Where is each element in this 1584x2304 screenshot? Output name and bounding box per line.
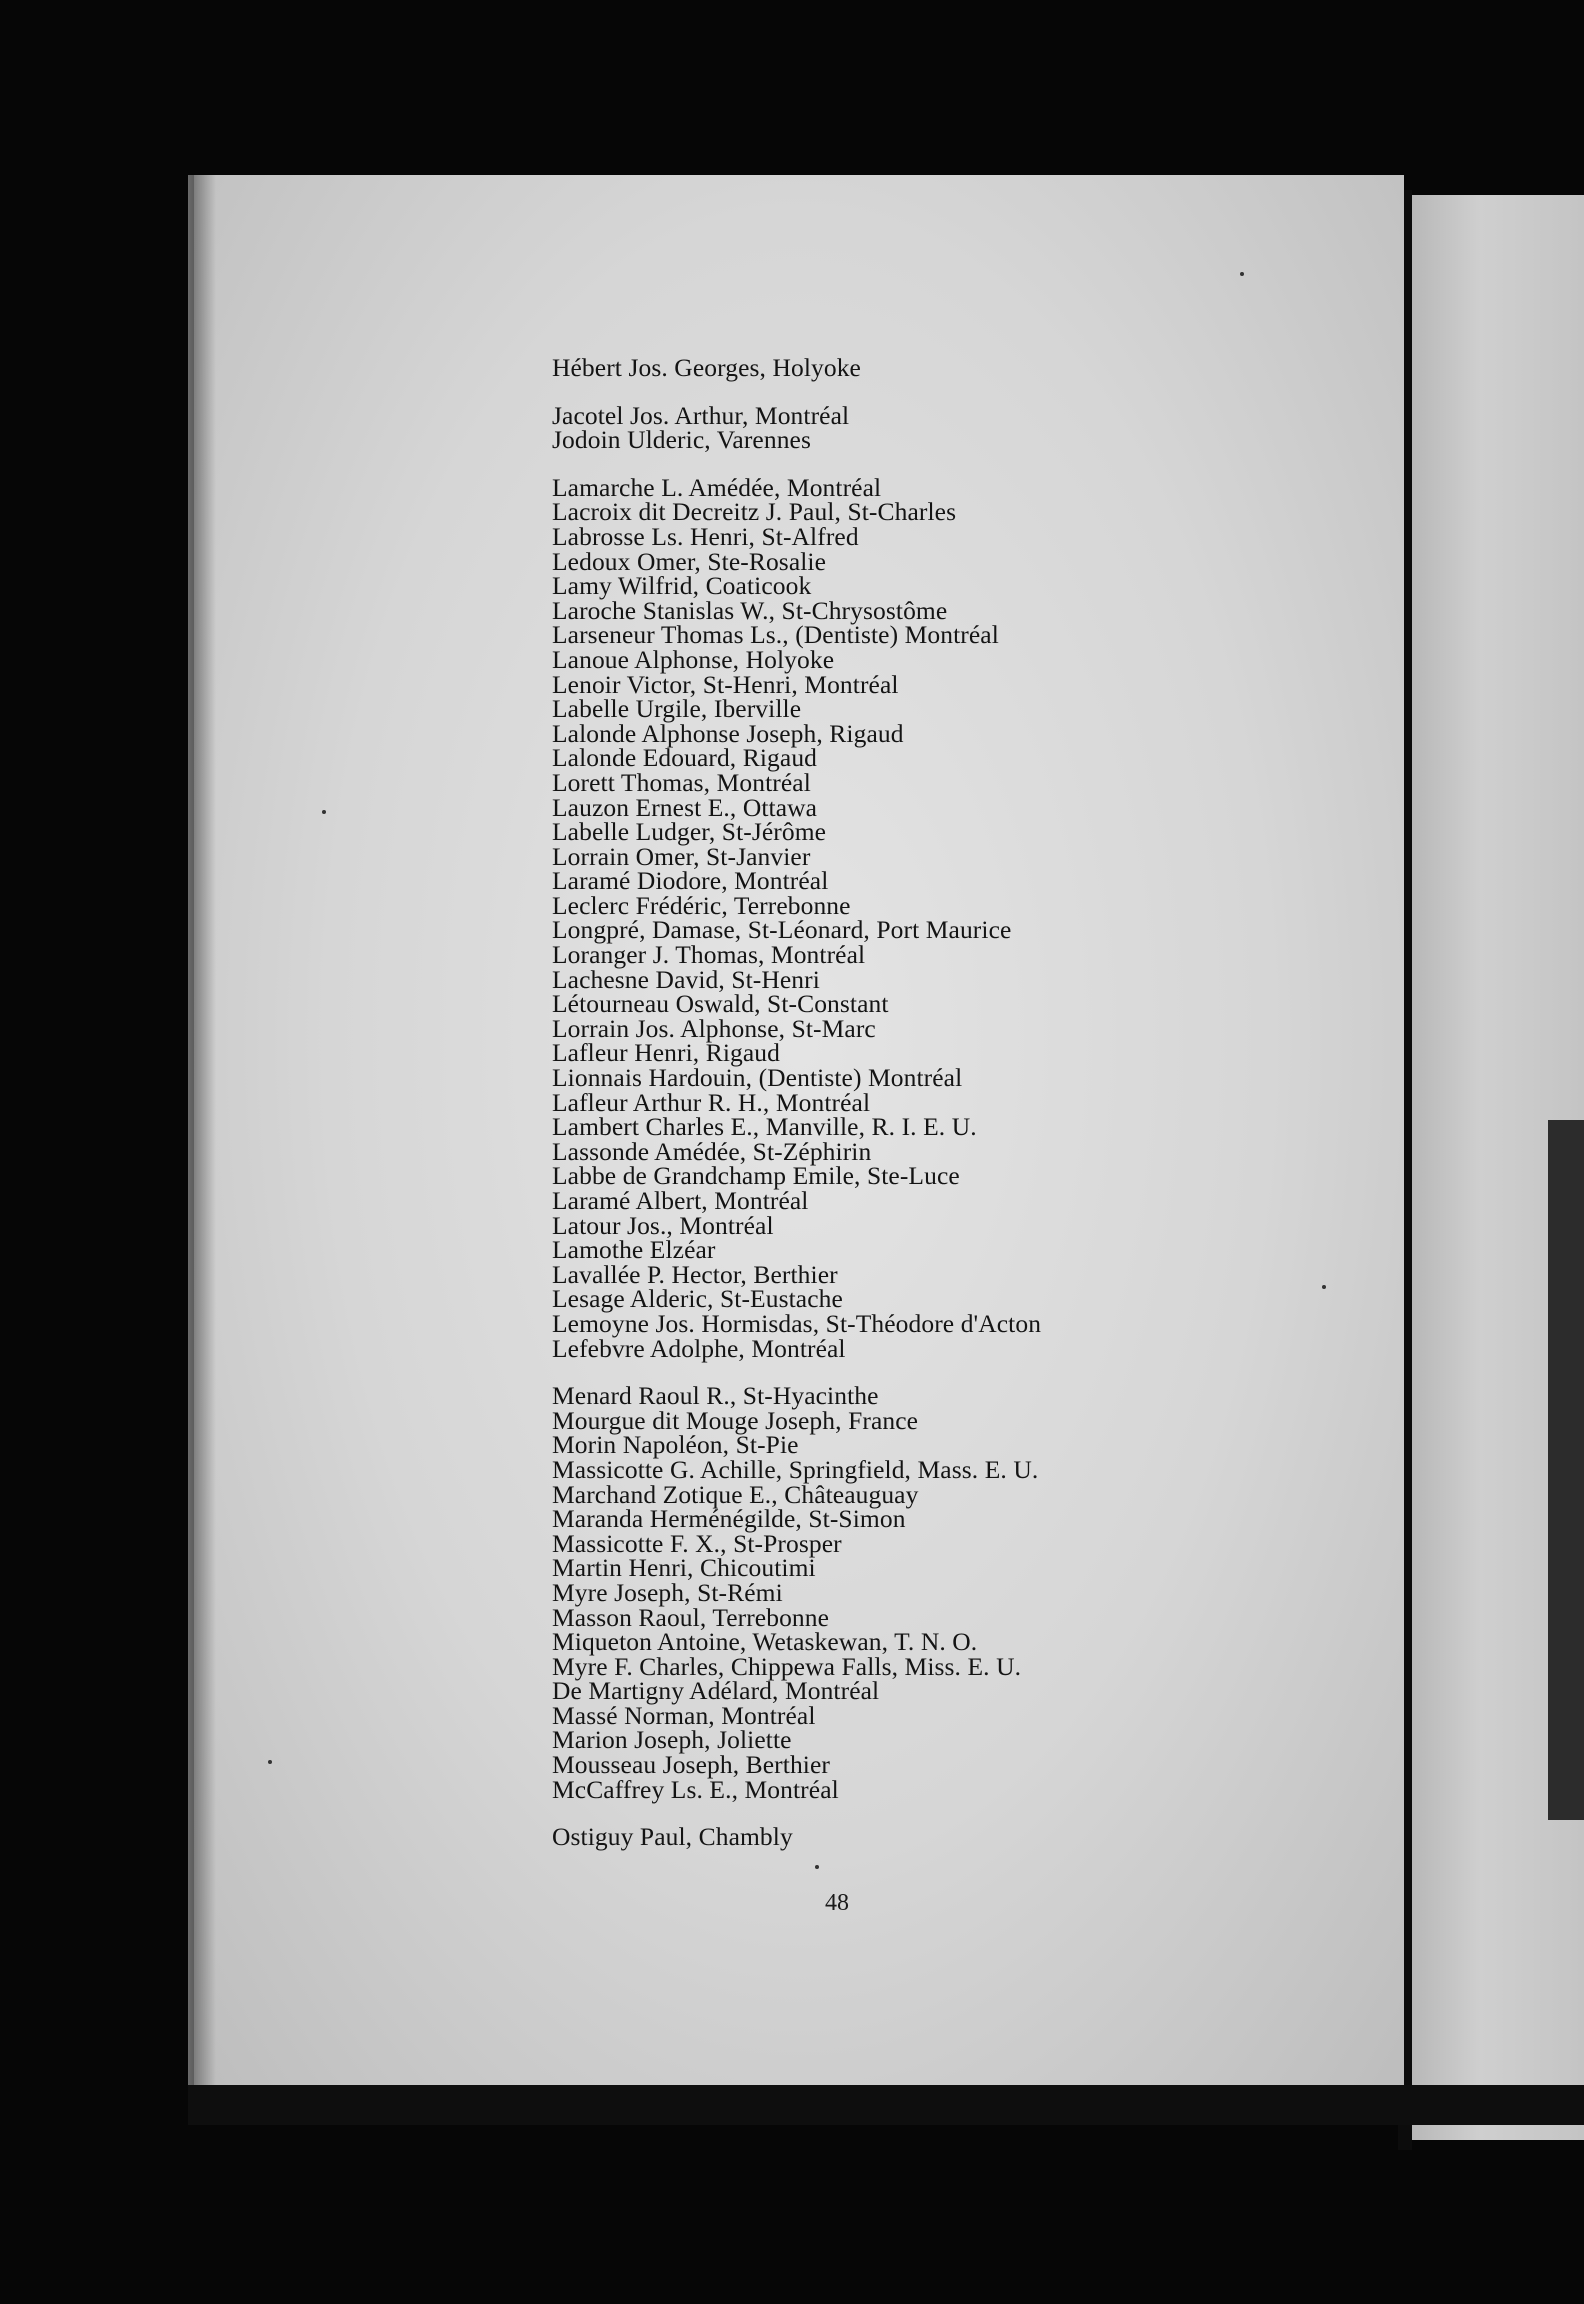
dust-speck (1240, 272, 1244, 276)
list-entry: Lavallée P. Hector, Berthier (552, 1259, 838, 1289)
list-entry: Marchand Zotique E., Châteauguay (552, 1479, 919, 1509)
list-entry: Létourneau Oswald, St-Constant (552, 989, 889, 1019)
list-entry: Mourgue dit Mouge Joseph, France (552, 1405, 919, 1435)
list-entry: Ostiguy Paul, Chambly (552, 1822, 793, 1852)
list-entry: Leclerc Frédéric, Terrebonne (552, 890, 851, 920)
list-entry: Laramé Albert, Montréal (552, 1186, 809, 1215)
list-entry: Laroche Stanislas W., St-Chrysostôme (552, 595, 948, 625)
list-entry: Labbe de Grandchamp Emile, Ste-Luce (552, 1161, 960, 1191)
list-entry: Morin Napoléon, St-Pie (552, 1430, 799, 1460)
list-entry: Lanoue Alphonse, Holyoke (552, 644, 835, 674)
dust-speck (322, 810, 326, 814)
list-entry: Marion Joseph, Joliette (552, 1725, 792, 1755)
adjacent-page-photo-edge (1548, 1120, 1584, 1820)
list-entry: Larseneur Thomas Ls., (Dentiste) Montréal (552, 620, 999, 650)
dust-speck (815, 1865, 819, 1869)
list-entry: Longpré, Damase, St-Léonard, Port Maurice (552, 915, 1012, 945)
list-entry: Martin Henri, Chicoutimi (552, 1553, 816, 1583)
list-entry: Massé Norman, Montréal (552, 1700, 816, 1730)
list-entry: Lacroix dit Decreitz J. Paul, St-Charles (552, 497, 957, 527)
list-entry: Masson Raoul, Terrebonne (552, 1602, 830, 1632)
list-entry: De Martigny Adélard, Montréal (552, 1676, 880, 1706)
list-entry: Mousseau Joseph, Berthier (552, 1750, 830, 1780)
list-entry: Lesage Alderic, St-Eustache (552, 1284, 843, 1314)
list-entry: Labelle Urgile, Iberville (552, 694, 802, 724)
dust-speck (1322, 1285, 1326, 1289)
list-entry: Miqueton Antoine, Wetaskewan, T. N. O. (552, 1627, 978, 1657)
list-entry: Lalonde Edouard, Rigaud (552, 743, 818, 773)
film-bottom-band (188, 2085, 1584, 2125)
list-entry: Menard Raoul R., St-Hyacinthe (552, 1381, 879, 1411)
list-entry: Lauzon Ernest E., Ottawa (552, 792, 818, 822)
list-entry: Lemoyne Jos. Hormisdas, St-Théodore d'Acton (552, 1308, 1042, 1338)
list-entry: Latour Jos., Montréal (552, 1210, 774, 1240)
list-entry: Labrosse Ls. Henri, St-Alfred (552, 521, 859, 551)
list-entry: Loranger J. Thomas, Montréal (552, 940, 866, 970)
list-entry: Lorett Thomas, Montréal (552, 767, 811, 797)
list-entry: Lafleur Henri, Rigaud (552, 1038, 780, 1068)
list-entry: Lamothe Elzéar (552, 1235, 716, 1265)
list-entry: Myre F. Charles, Chippewa Falls, Miss. E. U. (552, 1651, 1022, 1681)
list-entry: Lambert Charles E., Manville, R. I. E. U. (552, 1112, 977, 1142)
list-entry: Myre Joseph, St-Rémi (552, 1577, 783, 1607)
list-entry: McCaffrey Ls. E., Montréal (552, 1774, 839, 1804)
list-entry: Lamy Wilfrid, Coaticook (552, 571, 812, 601)
list-entry: Lionnais Hardouin, (Dentiste) Montréal (552, 1063, 963, 1093)
dust-speck (268, 1760, 272, 1764)
list-entry: Lefebvre Adolphe, Montréal (552, 1333, 846, 1363)
list-entry: Lenoir Victor, St-Henri, Montréal (552, 669, 899, 699)
list-entry: Ledoux Omer, Ste-Rosalie (552, 546, 827, 576)
list-entry: Massicotte G. Achille, Springfield, Mass. E. U. (552, 1454, 1039, 1484)
list-entry: Hébert Jos. Georges, Holyoke (552, 353, 861, 382)
page-left-shadow (188, 175, 216, 2090)
list-entry: Massicotte F. X., St-Prosper (552, 1528, 842, 1558)
list-entry: Maranda Herménégilde, St-Simon (552, 1504, 906, 1534)
list-entry: Labelle Ludger, St-Jérôme (552, 817, 827, 847)
list-entry: Lalonde Alphonse Joseph, Rigaud (552, 718, 904, 748)
list-entry: Jodoin Ulderic, Varennes (552, 425, 811, 455)
list-entry: Lorrain Omer, St-Janvier (552, 841, 811, 871)
name-list (552, 353, 1212, 1852)
list-entry: Laramé Diodore, Montréal (552, 866, 829, 896)
list-entry: Lamarche L. Amédée, Montréal (552, 472, 882, 502)
list-entry: Lachesne David, St-Henri (552, 964, 820, 994)
list-entry: Jacotel Jos. Arthur, Montréal (552, 400, 850, 430)
list-entry: Lassonde Amédée, St-Zéphirin (552, 1136, 872, 1166)
page-number: 48 (825, 1890, 849, 1916)
list-entry: Lafleur Arthur R. H., Montréal (552, 1087, 871, 1117)
list-entry: Lorrain Jos. Alphonse, St-Marc (552, 1013, 876, 1043)
